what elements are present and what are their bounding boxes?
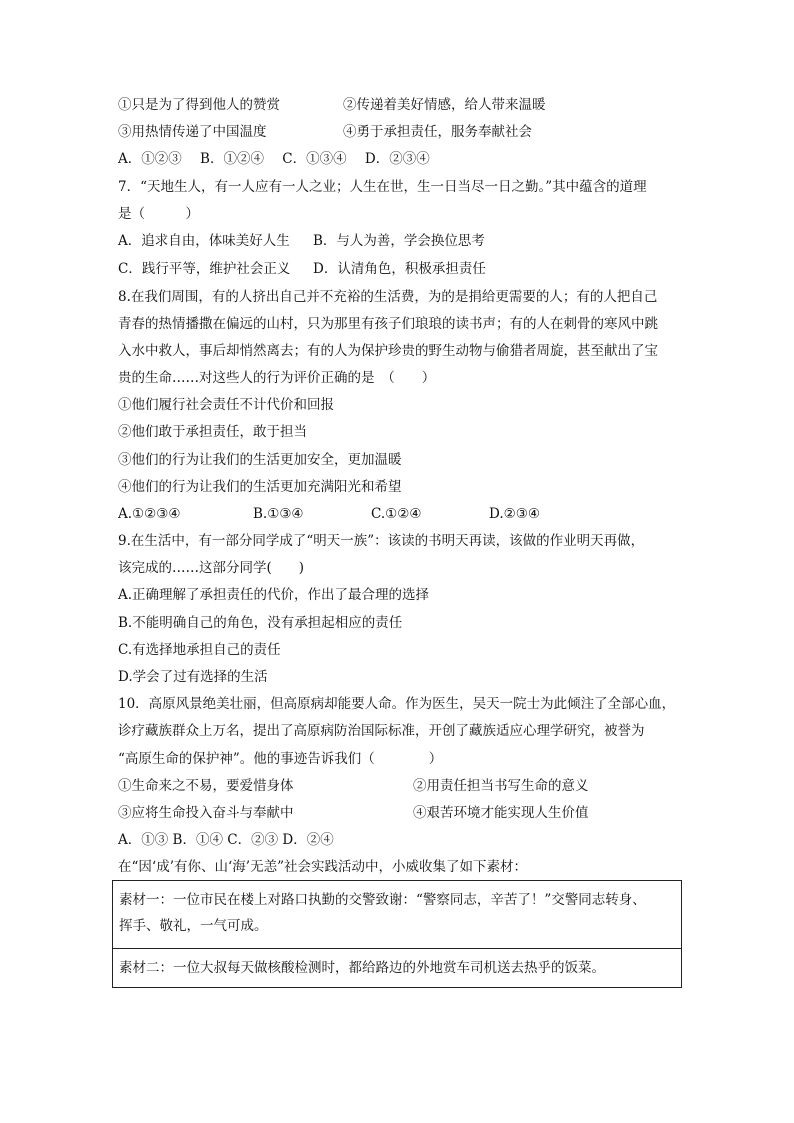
q7-choice-c: C．践行平等，维护社会正义 (118, 261, 291, 277)
q7-stem-line-2: 是（ ） (118, 206, 199, 222)
q10-option-4: ④艰苦环境才能实现人生价值 (413, 805, 589, 821)
q7-choice-d: D．认清角色，积极承担责任 (313, 261, 486, 277)
q10-option-1: ①生命来之不易，要爱惜身体 (118, 778, 294, 794)
q8-stem-line-3: 入水中救人，事后却悄然离去；有的人为保护珍贵的野生动物与偷猎者周旋，甚至献出了宝 (118, 343, 658, 359)
q8-choice-d: D.②③④ (489, 506, 540, 522)
practice-intro: 在“因‘成’有你、山‘海’无恙”社会实践活动中，小威收集了如下素材： (118, 859, 527, 875)
q8-stem-line-2: 青春的热情播撒在偏远的山村，只为那里有孩子们琅琅的读书声；有的人在刺骨的寒风中跳 (118, 316, 658, 332)
q6-choice-d: D．②③④ (364, 151, 430, 167)
q10-stem-line-1: 10．高原风景绝美壮丽，但高原病却能要人命。作为医生，吴天一院士为此倾注了全部心血， (118, 696, 676, 712)
q9-choice-a: A.正确理解了承担责任的代价，作出了最合理的选择 (118, 587, 430, 603)
q8-stem-line-4: 贵的生命……对这些人的行为评价正确的是 （ ） (118, 370, 436, 386)
q7-choice-b: B．与人为善，学会换位思考 (313, 233, 485, 249)
q8-choice-a: A.①②③④ (118, 506, 181, 522)
q9-stem-line-2: 该完成的……这部分同学( ) (118, 560, 305, 576)
material-1-line-2: 挥手、敬礼，一气可成。 (119, 918, 268, 934)
q7-choice-a: A．追求自由，体味美好人生 (118, 233, 290, 249)
q6-option-3: ③用热情传递了中国温度 (118, 124, 267, 140)
q8-choice-c: C.①②④ (371, 506, 422, 522)
q8-option-1: ①他们履行社会责任不计代价和回报 (118, 397, 334, 413)
q6-choices (118, 150, 444, 168)
material-1-line-1: 素材一：一位市民在楼上对路口执勤的交警致谢：“警察同志，辛苦了！”交警同志转身、 (119, 892, 646, 908)
q8-option-3: ③他们的行为让我们的生活更加安全，更加温暖 (118, 452, 402, 468)
q10-stem-line-3: “高原生命的保护神”。他的事迹告诉我们（ ） (118, 751, 443, 767)
material-1-cell (113, 881, 681, 949)
q9-choice-b: B.不能明确自己的角色，没有承担起相应的责任 (118, 615, 403, 631)
q9-stem-line-1: 9.在生活中，有一部分同学成了“明天一族”：该读的书明天再读，该做的作业明天再做， (118, 533, 645, 549)
materials-table (112, 880, 682, 988)
q8-option-2: ②他们敢于承担责任，敢于担当 (118, 424, 307, 440)
material-2-cell (113, 949, 681, 989)
q8-stem-line-1: 8.在我们周围，有的人挤出自己并不充裕的生活费，为的是捐给更需要的人；有的人把自己 (118, 289, 658, 305)
q10-option-3: ③应将生命投入奋斗与奉献中 (118, 805, 294, 821)
q7-stem-line-1: 7．“天地生人，有一人应有一人之业；人生在世，生一日当尽一日之勤。”其中蕴含的道理 (118, 179, 647, 195)
q9-choice-c: C.有选择地承担自己的责任 (118, 642, 281, 658)
q8-option-4: ④他们的行为让我们的生活更加充满阳光和希望 (118, 479, 402, 495)
q6-choice-b: B．①②④ (200, 151, 264, 167)
q6-choice-c: C．①③④ (282, 151, 347, 167)
q6-choice-a: A．①②③ (118, 151, 182, 167)
material-2-text: 素材二：一位大叔每天做核酸检测时，都给路边的外地赏车司机送去热乎的饭菜。 (119, 960, 605, 976)
q6-option-2: ②传递着美好情感，给人带来温暖 (343, 97, 546, 113)
q10-stem-line-2: 诊疗藏族群众上万名，提出了高原病防治国际标准，开创了藏族适应心理学研究，被誉为 (118, 723, 645, 739)
q9-choice-d: D.学会了过有选择的生活 (118, 669, 268, 685)
q10-option-2: ②用责任担当书写生命的意义 (413, 778, 589, 794)
q8-choice-b: B.①③④ (253, 506, 304, 522)
q6-option-1: ①只是为了得到他人的赞赏 (118, 97, 280, 113)
q6-option-4: ④勇于承担责任，服务奉献社会 (343, 124, 532, 140)
q10-choices: A．①③ B．①④ C．②③ D．②④ (118, 832, 334, 848)
